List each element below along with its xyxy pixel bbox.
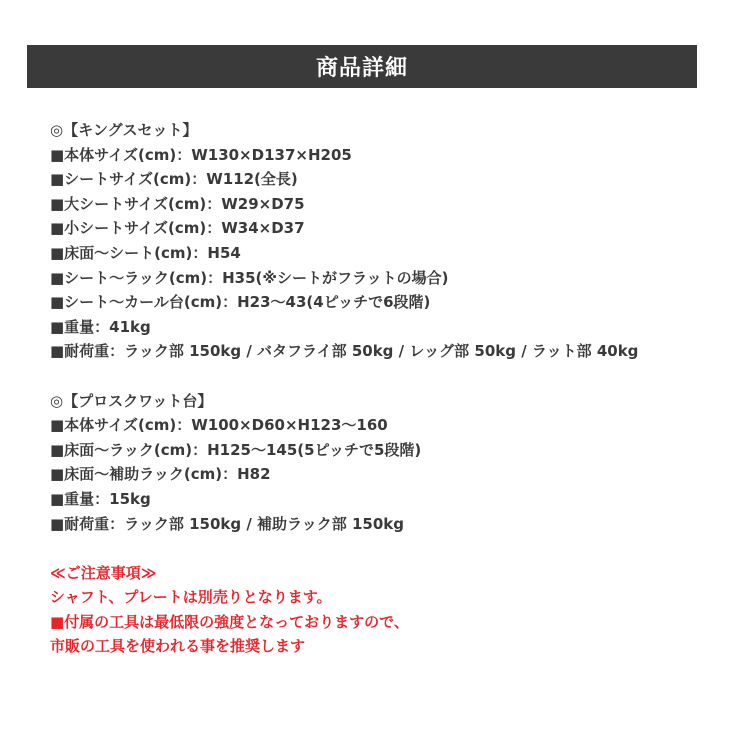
spec-line: ■重量：15kg xyxy=(50,489,151,508)
product-details xyxy=(50,118,730,659)
spacer xyxy=(50,536,730,561)
spec-line: ■本体サイズ(cm)：W100×D60×H123～160 xyxy=(50,416,388,435)
notice-heading: ≪ご注意事項≫ xyxy=(50,563,157,582)
notice-line: シャフト、プレートは別売りとなります。 xyxy=(50,588,332,607)
section-pro-squat xyxy=(50,389,730,537)
spec-line: ■シートサイズ(cm)：W112(全長) xyxy=(50,170,298,189)
spec-line: ■耐荷重：ラック部 150kg / 補助ラック部 150kg xyxy=(50,514,404,533)
spec-line: ■重量：41kg xyxy=(50,317,151,336)
section-heading: ◎【プロスクワット台】 xyxy=(50,391,213,410)
spec-line: ■床面～補助ラック(cm)：H82 xyxy=(50,465,271,484)
spacer xyxy=(50,364,730,389)
section-king-set xyxy=(50,118,730,364)
header-bar xyxy=(27,45,697,88)
spec-line: ■シート～カール台(cm)：H23～43(4ピッチで6段階) xyxy=(50,293,431,312)
page-title: 商品詳細 xyxy=(315,56,408,81)
notice-section xyxy=(50,561,730,659)
spec-line: ■本体サイズ(cm)：W130×D137×H205 xyxy=(50,145,352,164)
spec-line: ■床面～シート(cm)：H54 xyxy=(50,243,241,262)
section-heading: ◎【キングスセット】 xyxy=(50,121,198,139)
spec-line: ■小シートサイズ(cm)：W34×D37 xyxy=(50,219,305,238)
spec-line: ■大シートサイズ(cm)：W29×D75 xyxy=(50,194,305,213)
notice-line: 市販の工具を使われる事を推奨します xyxy=(50,637,306,656)
notice-line: ■付属の工具は最低限の強度となっておりますので、 xyxy=(50,612,409,631)
spec-line: ■耐荷重：ラック部 150kg / バタフライ部 50kg / レッグ部 50kg / ラット部 40kg xyxy=(50,342,639,361)
spec-line: ■シート～ラック(cm)：H35(※シートがフラットの場合) xyxy=(50,268,449,287)
spec-line: ■床面～ラック(cm)：H125～145(5ピッチで5段階) xyxy=(50,440,422,459)
